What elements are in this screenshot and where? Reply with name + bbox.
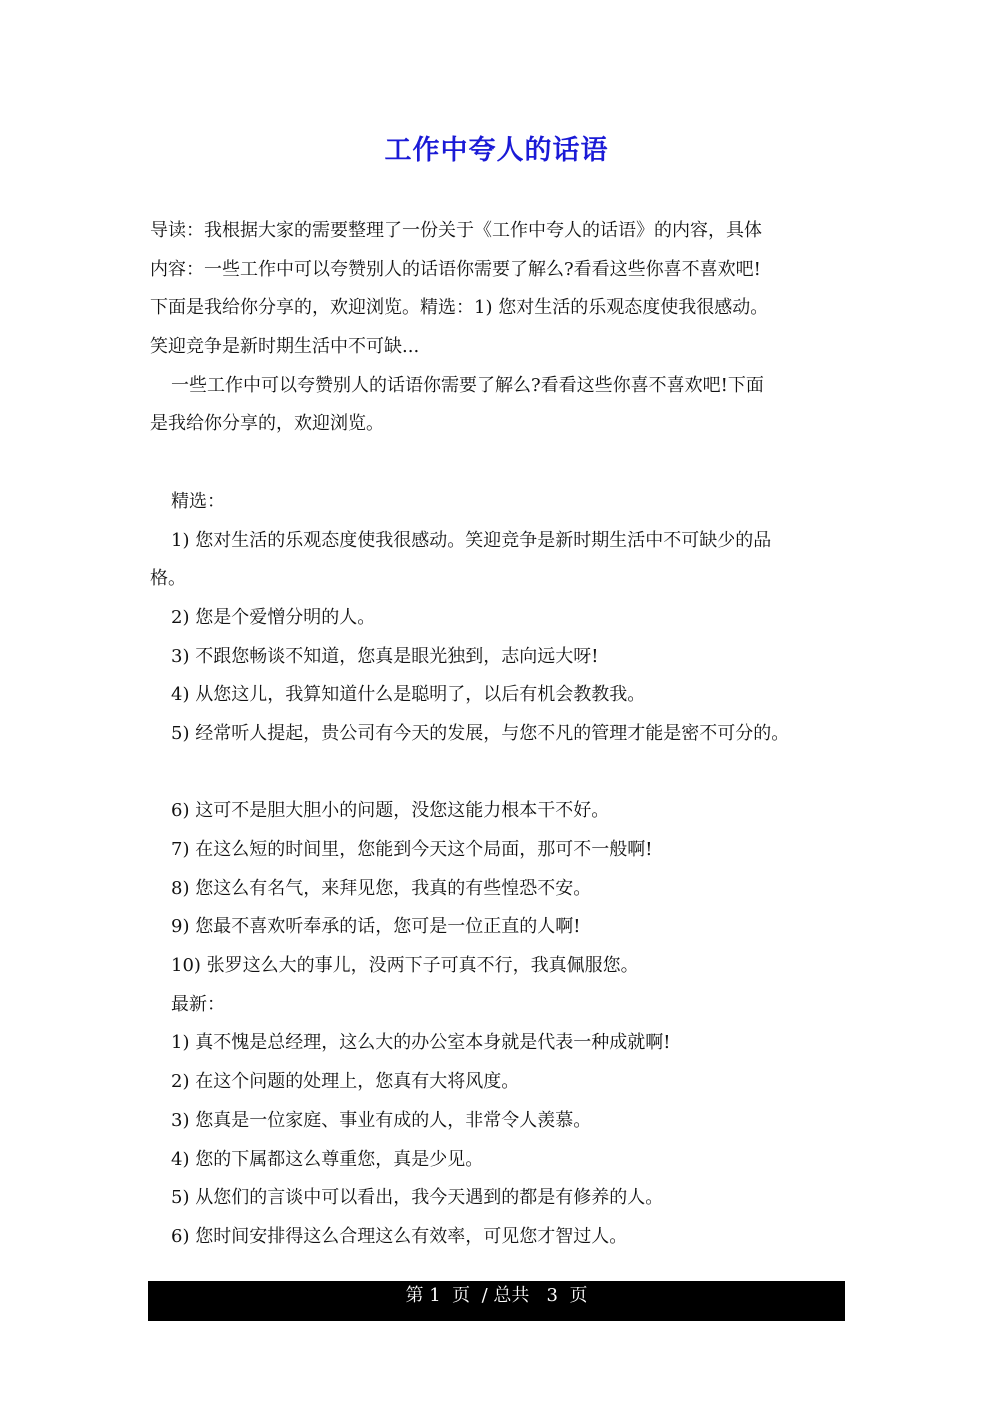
list-item: 6) 这可不是胆大胆小的问题，没您这能力根本干不好。 [171,800,610,822]
list-item: 5) 从您们的言谈中可以看出，我今天遇到的都是有修养的人。 [171,1187,664,1209]
list-item: 1) 您对生活的乐观态度使我很感动。笑迎竞争是新时期生活中不可缺少的品 [171,529,772,551]
list-item: 2) 您是个爱憎分明的人。 [171,606,376,628]
intro-line: 笑迎竞争是新时期生活中不可缺... [150,336,420,358]
list-item: 1) 真不愧是总经理，这么大的办公室本身就是代表一种成就啊! [171,1032,671,1054]
page-title: 工作中夸人的话语 [384,135,609,166]
list-item: 4) 您的下属都这么尊重您，真是少见。 [171,1148,484,1170]
section-heading-latest: 最新： [171,993,225,1015]
list-item: 3) 不跟您畅谈不知道，您真是眼光独到，志向远大呀! [171,645,599,667]
list-item-continuation: 格。 [150,568,186,590]
list-item: 6) 您时间安排得这么合理这么有效率，可见您才智过人。 [171,1225,628,1247]
document-body [150,212,850,1257]
lead-line: 是我给你分享的，欢迎浏览。 [150,413,384,435]
list-item: 3) 您真是一位家庭、事业有成的人，非常令人羡慕。 [171,1109,592,1131]
list-item: 7) 在这么短的时间里，您能到今天这个局面，那可不一般啊! [171,839,653,860]
intro-line: 导读：我根据大家的需要整理了一份关于《工作中夸人的话语》的内容，具体 [150,220,762,241]
page-footer: 第 1 页 / 总共 3 页 [148,1281,845,1321]
list-item: 4) 从您这儿，我算知道什么是聪明了，以后有机会教教我。 [171,684,646,706]
list-item: 8) 您这么有名气，来拜见您，我真的有些惶恐不安。 [171,877,592,899]
list-item: 5) 经常听人提起，贵公司有今天的发展，与您不凡的管理才能是密不可分的。 [171,722,790,744]
list-item: 2) 在这个问题的处理上，您真有大将风度。 [171,1071,520,1093]
list-item: 10) 张罗这么大的事儿，没两下子可真不行，我真佩服您。 [171,955,639,977]
blank-line [150,444,850,483]
section-heading-featured: 精选： [171,490,225,512]
intro-line: 下面是我给你分享的，欢迎浏览。精选：1) 您对生活的乐观态度使我很感动。 [150,297,769,319]
blank-line [150,754,850,793]
intro-line: 内容：一些工作中可以夸赞别人的话语你需要了解么?看看这些你喜不喜欢吧! [150,258,761,280]
list-item: 9) 您最不喜欢听奉承的话，您可是一位正直的人啊! [171,916,581,938]
lead-line: 一些工作中可以夸赞别人的话语你需要了解么?看看这些你喜不喜欢吧!下面 [171,374,764,396]
